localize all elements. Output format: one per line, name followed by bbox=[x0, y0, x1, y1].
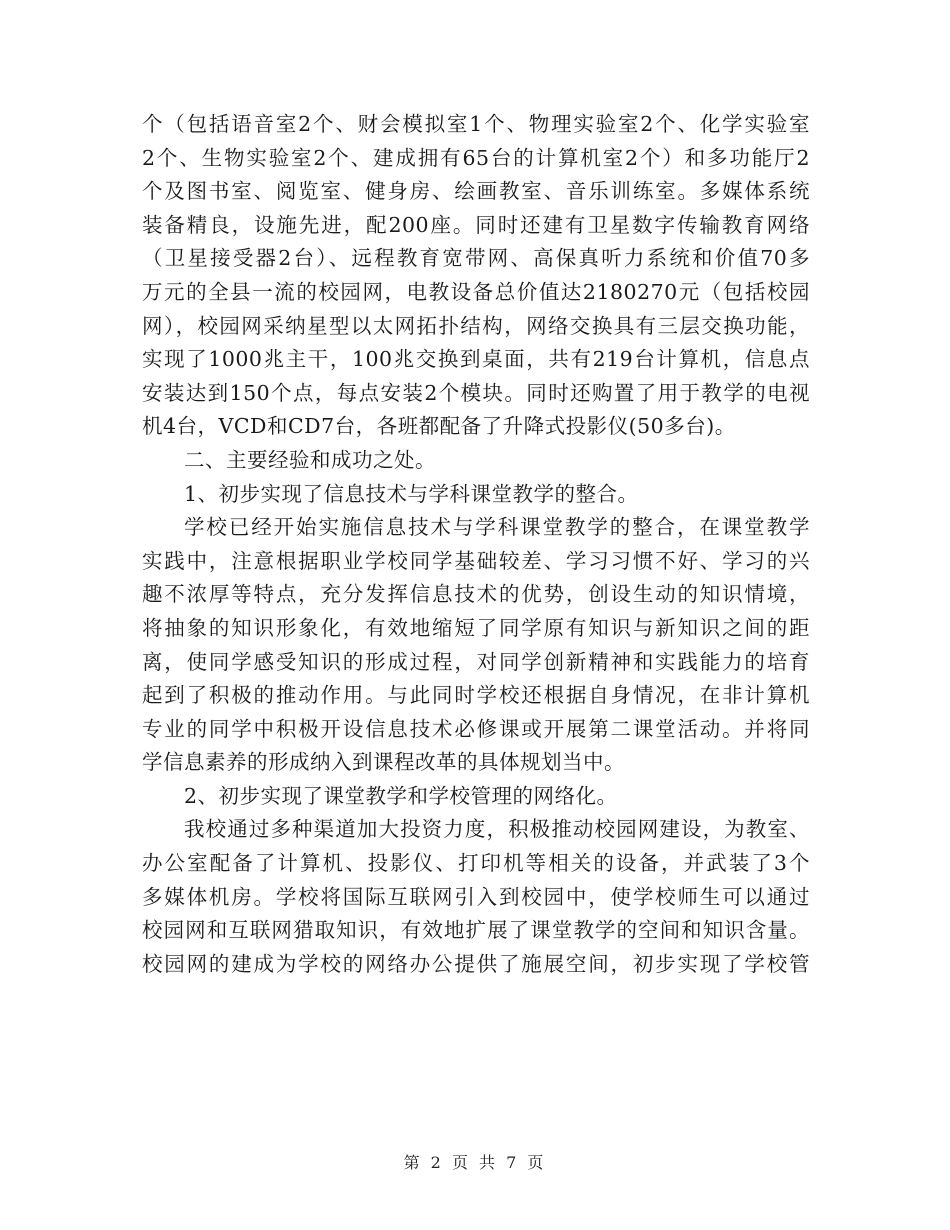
text-line: 实践中，注意根据职业学校同学基础较差、学习习惯不好、学习的兴 bbox=[142, 548, 810, 573]
text-line: 装备精良，设施先进，配200座。同时还建有卫星数字传输教育网络 bbox=[142, 212, 810, 237]
text-line: 我校通过多种渠道加大投资力度，积极推动校园网建设，为教室、 bbox=[184, 817, 810, 842]
text-line: 学校已经开始实施信息技术与学科课堂教学的整合，在课堂教学 bbox=[184, 515, 810, 540]
text-line: 实现了1000兆主干，100兆交换到桌面，共有219台计算机，信息点 bbox=[142, 347, 810, 372]
text-line: 机4台，VCD和CD7台，各班都配备了升降式投影仪(50多台)。 bbox=[142, 414, 736, 439]
text-line: 离，使同学感受知识的形成过程，对同学创新精神和实践能力的培育 bbox=[142, 649, 810, 674]
text-line: 趣不浓厚等特点，充分发挥信息技术的优势，创设生动的知识情境， bbox=[142, 582, 810, 607]
text-line: 2、初步实现了课堂教学和学校管理的网络化。 bbox=[184, 783, 618, 808]
document-body bbox=[142, 108, 810, 981]
text-line: 二、主要经验和成功之处。 bbox=[184, 447, 436, 472]
text-line: 将抽象的知识形象化，有效地缩短了同学原有知识与新知识之间的距 bbox=[142, 615, 810, 640]
text-line: 万元的全县一流的校园网，电教设备总价值达2180270元（包括校园 bbox=[142, 279, 810, 304]
text-line: 个及图书室、阅览室、健身房、绘画教室、音乐训练室。多媒体系统 bbox=[142, 179, 810, 204]
text-line: 起到了积极的推动作用。与此同时学校还根据自身情况，在非计算机 bbox=[142, 683, 810, 708]
text-line: 网），校园网采纳星型以太网拓扑结构，网络交换具有三层交换功能， bbox=[142, 313, 810, 338]
text-line: （卫星接受器2台）、远程教育宽带网、高保真听力系统和价值70多 bbox=[142, 246, 810, 271]
text-line: 1、初步实现了信息技术与学科课堂教学的整合。 bbox=[184, 481, 639, 506]
text-line: 多媒体机房。学校将国际互联网引入到校园中，使学校师生可以通过 bbox=[142, 884, 810, 909]
page-number-footer: 第 2 页 共 7 页 bbox=[403, 1153, 547, 1172]
text-line: 校园网的建成为学校的网络办公提供了施展空间，初步实现了学校管 bbox=[142, 951, 810, 976]
text-line: 安装达到150个点，每点安装2个模块。同时还购置了用于教学的电视 bbox=[142, 380, 810, 405]
text-line: 办公室配备了计算机、投影仪、打印机等相关的设备，并武装了3个 bbox=[142, 851, 810, 876]
text-line: 专业的同学中积极开设信息技术必修课或开展第二课堂活动。并将同 bbox=[142, 716, 810, 741]
text-line: 2个、生物实验室2个、建成拥有65台的计算机室2个）和多功能厅2 bbox=[142, 145, 810, 170]
text-line: 学信息素养的形成纳入到课程改革的具体规划当中。 bbox=[142, 750, 625, 775]
text-line: 个（包括语音室2个、财会模拟室1个、物理实验室2个、化学实验室 bbox=[142, 112, 810, 136]
text-line: 校园网和互联网猎取知识，有效地扩展了课堂教学的空间和知识含量。 bbox=[142, 918, 810, 943]
